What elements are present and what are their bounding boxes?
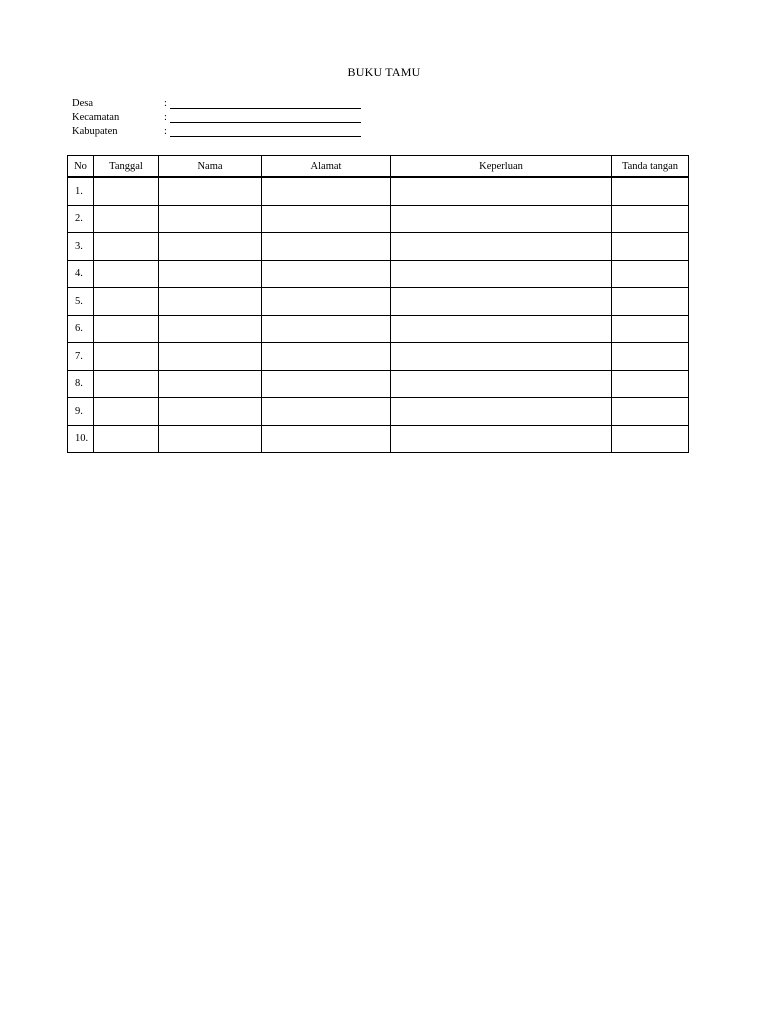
row-number-cell: 1. — [68, 177, 94, 205]
table-row — [68, 233, 689, 261]
nama-cell[interactable] — [159, 315, 262, 343]
tanda-tangan-cell[interactable] — [612, 205, 689, 233]
alamat-cell[interactable] — [262, 233, 391, 261]
table-header-row — [68, 156, 689, 178]
kecamatan-fill-line[interactable] — [170, 111, 361, 123]
column-header-no: No — [68, 156, 94, 178]
desa-fill-line[interactable] — [170, 97, 361, 109]
alamat-cell[interactable] — [262, 370, 391, 398]
tanda-tangan-cell[interactable] — [612, 343, 689, 371]
table-body — [68, 177, 689, 453]
tanggal-cell[interactable] — [94, 233, 159, 261]
alamat-cell[interactable] — [262, 343, 391, 371]
row-number-cell: 7. — [68, 343, 94, 371]
tanda-tangan-cell[interactable] — [612, 425, 689, 453]
alamat-cell[interactable] — [262, 398, 391, 426]
nama-cell[interactable] — [159, 398, 262, 426]
table-row — [68, 177, 689, 205]
kabupaten-label: Kabupaten — [72, 126, 118, 137]
table-row — [68, 315, 689, 343]
keperluan-cell[interactable] — [391, 177, 612, 205]
nama-cell[interactable] — [159, 177, 262, 205]
kabupaten-separator: : — [164, 126, 167, 137]
tanggal-cell[interactable] — [94, 343, 159, 371]
alamat-cell[interactable] — [262, 288, 391, 316]
table-row — [68, 343, 689, 371]
table-row — [68, 370, 689, 398]
tanda-tangan-cell[interactable] — [612, 233, 689, 261]
table-row — [68, 260, 689, 288]
tanggal-cell[interactable] — [94, 370, 159, 398]
desa-label: Desa — [72, 98, 93, 109]
row-number-cell: 8. — [68, 370, 94, 398]
nama-cell[interactable] — [159, 233, 262, 261]
row-number-cell: 4. — [68, 260, 94, 288]
table-row — [68, 288, 689, 316]
table-row — [68, 425, 689, 453]
keperluan-cell[interactable] — [391, 370, 612, 398]
kecamatan-label: Kecamatan — [72, 112, 120, 123]
desa-separator: : — [164, 98, 167, 109]
info-row-desa — [72, 97, 361, 111]
tanggal-cell[interactable] — [94, 288, 159, 316]
tanda-tangan-cell[interactable] — [612, 260, 689, 288]
table-row — [68, 398, 689, 426]
tanda-tangan-cell[interactable] — [612, 288, 689, 316]
kecamatan-separator: : — [164, 112, 167, 123]
row-number-cell: 10. — [68, 425, 94, 453]
tanda-tangan-cell[interactable] — [612, 177, 689, 205]
alamat-cell[interactable] — [262, 177, 391, 205]
nama-cell[interactable] — [159, 425, 262, 453]
column-header-nama: Nama — [159, 156, 262, 178]
info-block — [72, 97, 361, 139]
row-number-cell: 6. — [68, 315, 94, 343]
column-header-alamat: Alamat — [262, 156, 391, 178]
nama-cell[interactable] — [159, 343, 262, 371]
nama-cell[interactable] — [159, 288, 262, 316]
column-header-tanggal: Tanggal — [94, 156, 159, 178]
alamat-cell[interactable] — [262, 315, 391, 343]
alamat-cell[interactable] — [262, 205, 391, 233]
tanda-tangan-cell[interactable] — [612, 398, 689, 426]
column-header-tanda-tangan: Tanda tangan — [612, 156, 689, 178]
tanggal-cell[interactable] — [94, 177, 159, 205]
row-number-cell: 9. — [68, 398, 94, 426]
row-number-cell: 3. — [68, 233, 94, 261]
kabupaten-fill-line[interactable] — [170, 125, 361, 137]
tanggal-cell[interactable] — [94, 398, 159, 426]
tanggal-cell[interactable] — [94, 260, 159, 288]
tanggal-cell[interactable] — [94, 425, 159, 453]
tanggal-cell[interactable] — [94, 315, 159, 343]
table-row — [68, 205, 689, 233]
keperluan-cell[interactable] — [391, 425, 612, 453]
nama-cell[interactable] — [159, 370, 262, 398]
row-number-cell: 5. — [68, 288, 94, 316]
keperluan-cell[interactable] — [391, 398, 612, 426]
info-row-kabupaten — [72, 125, 361, 139]
keperluan-cell[interactable] — [391, 260, 612, 288]
alamat-cell[interactable] — [262, 425, 391, 453]
nama-cell[interactable] — [159, 260, 262, 288]
tanggal-cell[interactable] — [94, 205, 159, 233]
row-number-cell: 2. — [68, 205, 94, 233]
keperluan-cell[interactable] — [391, 343, 612, 371]
column-header-keperluan: Keperluan — [391, 156, 612, 178]
tanda-tangan-cell[interactable] — [612, 315, 689, 343]
nama-cell[interactable] — [159, 205, 262, 233]
alamat-cell[interactable] — [262, 260, 391, 288]
info-row-kecamatan — [72, 111, 361, 125]
keperluan-cell[interactable] — [391, 315, 612, 343]
page-title: BUKU TAMU — [347, 65, 421, 79]
keperluan-cell[interactable] — [391, 205, 612, 233]
keperluan-cell[interactable] — [391, 233, 612, 261]
tanda-tangan-cell[interactable] — [612, 370, 689, 398]
guest-book-table — [67, 155, 689, 453]
keperluan-cell[interactable] — [391, 288, 612, 316]
